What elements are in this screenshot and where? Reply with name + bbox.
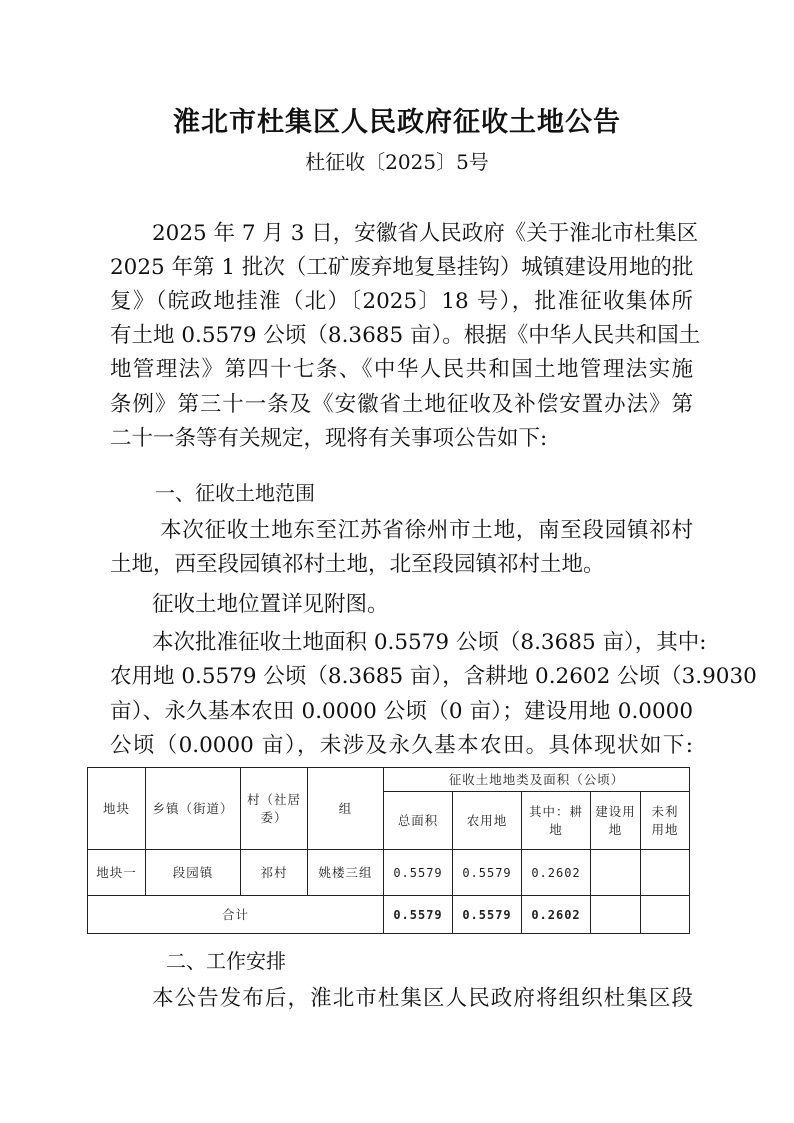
total-label: 合计 [88, 896, 384, 934]
page-title: 淮北市杜集区人民政府征收土地公告 [173, 107, 621, 138]
paragraph-line: 土地，西至段园镇祁村土地，北至段园镇祁村土地。 [110, 552, 605, 577]
total-construction-value [591, 896, 641, 934]
section-heading: 一、征收土地范围 [155, 481, 315, 505]
cell-plot: 地块一 [88, 850, 146, 896]
header-group: 组 [308, 768, 384, 850]
header-land-category: 征收土地地类及面积（公顷） [384, 768, 690, 792]
header-construction-land: 建设用地 [591, 792, 641, 850]
cell-unused-land [641, 850, 690, 896]
header-agricultural-land: 农用地 [453, 792, 522, 850]
paragraph-line: 2025 年 7 月 3 日，安徽省人民政府《关于淮北市杜集区 [152, 221, 699, 246]
section-heading: 二、工作安排 [166, 949, 286, 973]
paragraph-line: 条例》第三十一条及《安徽省土地征收及补偿安置办法》第 [110, 392, 693, 417]
paragraph-line: 2025 年第 1 批次（工矿废弃地复垦挂钩）城镇建设用地的批 [110, 255, 694, 280]
paragraph-line: 亩）、永久基本农田 0.0000 公顷（0 亩）；建设用地 0.0000 [110, 699, 693, 724]
header-town: 乡镇（街道） [146, 768, 241, 850]
paragraph-line: 本次批准征收土地面积 0.5579 公顷（8.3685 亩），其中: [152, 630, 707, 655]
paragraph-line: 地管理法》第四十七条、《中华人民共和国土地管理法实施 [110, 357, 693, 382]
table-total-row [88, 896, 690, 934]
cell-group: 姚楼三组 [308, 850, 384, 896]
cell-town: 段园镇 [146, 850, 241, 896]
cell-village: 祁村 [241, 850, 308, 896]
cell-construction-land [591, 850, 641, 896]
header-plot: 地块 [88, 768, 146, 850]
paragraph-line: 本次征收土地东至江苏省徐州市土地，南至段园镇祁村 [160, 518, 693, 543]
paragraph-line: 本公告发布后，淮北市杜集区人民政府将组织杜集区段 [152, 986, 693, 1011]
cell-agricultural-land: 0.5579 [453, 850, 522, 896]
total-area-value: 0.5579 [384, 896, 453, 934]
document-number: 杜征收〔2025〕5号 [305, 150, 489, 174]
header-arable-land: 其中：耕地 [522, 792, 591, 850]
cell-arable-land: 0.2602 [522, 850, 591, 896]
total-unused-value [641, 896, 690, 934]
total-agricultural-value: 0.5579 [453, 896, 522, 934]
paragraph-line: 公顷（0.0000 亩），未涉及永久基本农田。具体现状如下: [110, 733, 693, 758]
table-row [88, 850, 690, 896]
total-arable-value: 0.2602 [522, 896, 591, 934]
paragraph-line: 有土地 0.5579 公顷（8.3685 亩）。根据《中华人民共和国土 [110, 323, 701, 348]
paragraph-line: 征收土地位置详见附图。 [152, 592, 389, 617]
header-unused-land: 未利用地 [641, 792, 690, 850]
header-total-area: 总面积 [384, 792, 453, 850]
paragraph-line: 农用地 0.5579 公顷（8.3685 亩），含耕地 0.2602 公顷（3.9030 [110, 664, 757, 689]
paragraph-line: 二十一条等有关规定，现将有关事项公告如下: [110, 426, 548, 451]
cell-total-area: 0.5579 [384, 850, 453, 896]
land-table [87, 767, 690, 934]
header-village: 村（社居委） [241, 768, 308, 850]
paragraph-line: 复》（皖政地挂淮（北）〔2025〕18 号），批准征收集体所 [110, 289, 693, 314]
